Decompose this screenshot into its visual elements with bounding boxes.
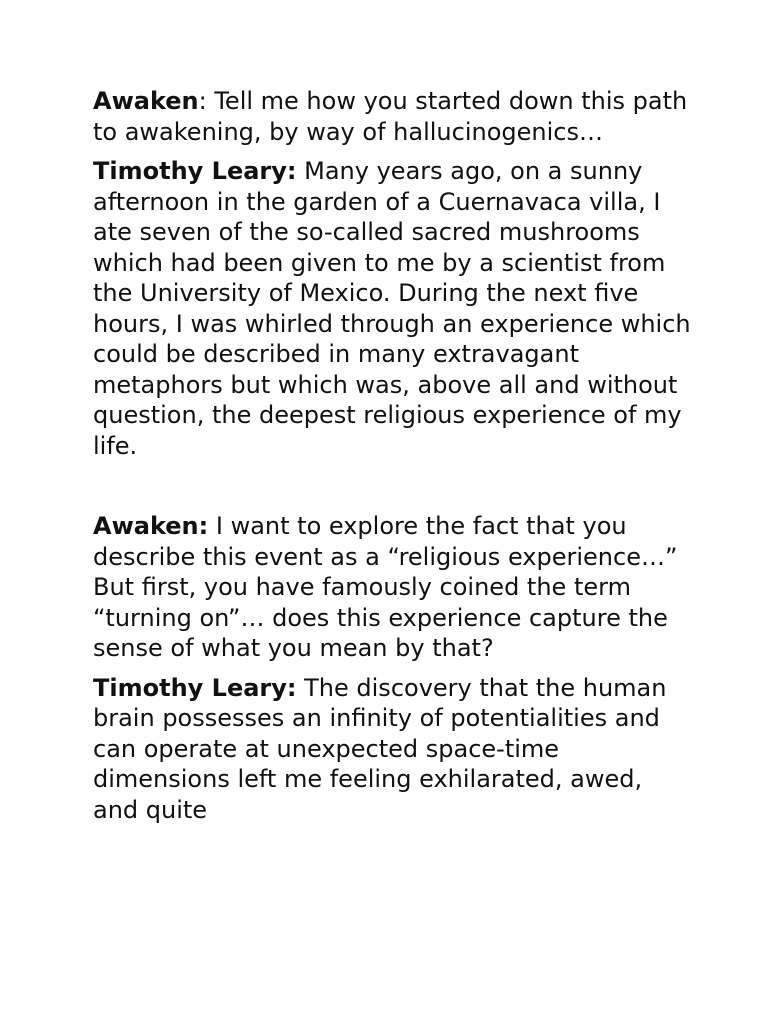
paragraph-text: Many years ago, on a sunny afternoon in the garden of a Cuernavaca villa, I ate seven of the so-called sacred mushrooms which had been given to me by a scientist from the University of Mexico. During the next five hours, I was whirled through an experience which could be described in many extravagant metaphors but which was, above all and without question, the deepest religious experience of my life. xyxy=(93,157,691,460)
separator xyxy=(208,512,216,540)
speaker-label: Awaken xyxy=(93,87,199,115)
separator xyxy=(297,674,305,702)
separator: : xyxy=(198,87,215,115)
speaker-label: Awaken: xyxy=(93,512,209,540)
interview-answer-1 xyxy=(93,156,693,461)
interview-answer-2 xyxy=(93,673,693,826)
interview-question-2 xyxy=(93,511,693,664)
paragraph-text: I want to explore the fact that you describe this event as a “religious experience…” But first, you have famously coined the term “turning on”… does this experience capture the sense of what you mean by that? xyxy=(93,512,678,662)
paragraph-text: Tell me how you started down this path to awakening, by way of hallucinogenics… xyxy=(93,87,688,146)
speaker-label: Timothy Leary: xyxy=(93,673,297,702)
paragraph-text: The discovery that the human brain possesses an infinity of potentialities and can operate at unexpected space-time dimensions left me feeling exhilarated, awed, and quite xyxy=(93,673,667,824)
interview-question-1 xyxy=(93,86,693,147)
document-page xyxy=(93,86,693,825)
speaker-label: Timothy Leary: xyxy=(93,157,297,185)
separator xyxy=(297,157,305,185)
